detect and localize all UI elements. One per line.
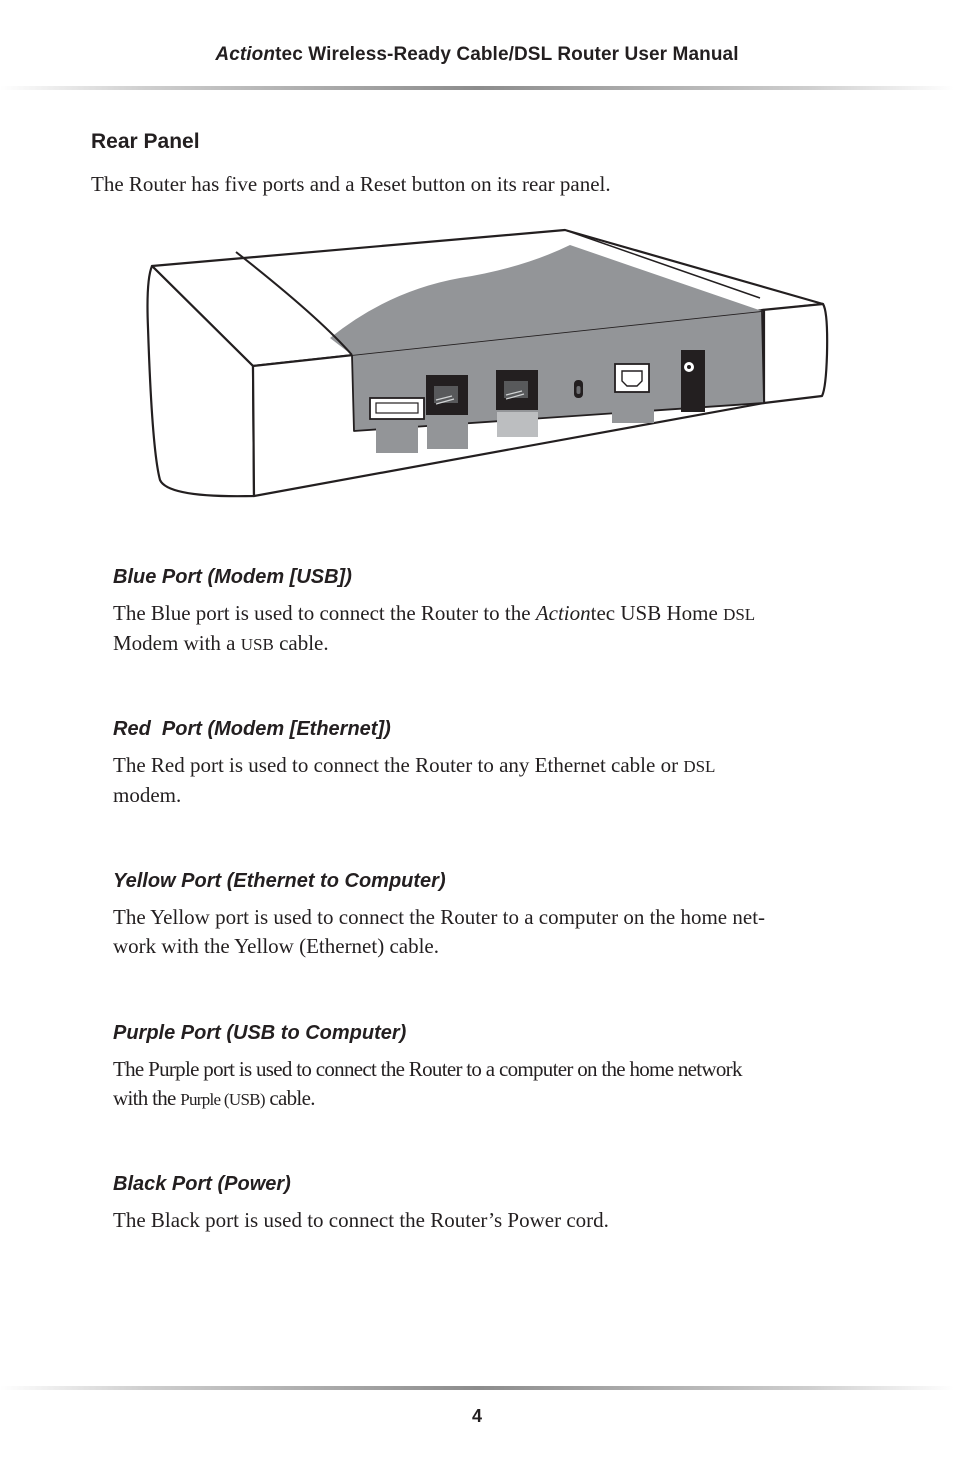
port-description-purple: The Purple port is used to connect the Router to a computer on the home network with the Purple (USB) cable. (113, 1057, 742, 1110)
router-rear-panel-illustration (140, 218, 840, 513)
port-description-blue: The Blue port is used to connect the Router to the Actiontec USB Home DSL Modem with a USB cable. (113, 601, 756, 655)
port-heading-yellow: Yellow Port (Ethernet to Computer) (113, 870, 446, 892)
port-heading-black: Black Port (Power) (113, 1173, 291, 1195)
port-heading-purple: Purple Port (USB to Computer) (113, 1022, 407, 1044)
port-description-red: The Red port is used to connect the Router to any Ethernet cable or DSL modem. (113, 753, 716, 807)
port-heading-red: Red Port (Modem [Ethernet]) (113, 718, 391, 740)
port-section-purple (113, 1022, 853, 1114)
port-section-black (113, 1173, 853, 1235)
footer-rule (0, 1386, 954, 1390)
section-heading: Rear Panel (91, 130, 200, 153)
header-rule (0, 86, 954, 90)
port-section-red (113, 718, 853, 810)
port-section-yellow (113, 870, 853, 961)
section-intro: The Router has five ports and a Reset button on its rear panel. (91, 172, 611, 196)
header-title-text: tec Wireless-Ready Cable/DSL Router User Manual (275, 44, 739, 65)
port-description-yellow: The Yellow port is used to connect the Router to a computer on the home net- work with the Yellow (Ethernet) cable. (113, 905, 766, 958)
port-description-black: The Black port is used to connect the Router’s Power cord. (113, 1208, 609, 1232)
port-section-blue (113, 566, 853, 659)
running-header (0, 44, 954, 66)
port-heading-blue: Blue Port (Modem [USB]) (113, 566, 352, 588)
header-brand: Action (215, 44, 276, 65)
page-number: 4 (471, 1406, 482, 1426)
brand-text: Action (535, 601, 591, 625)
